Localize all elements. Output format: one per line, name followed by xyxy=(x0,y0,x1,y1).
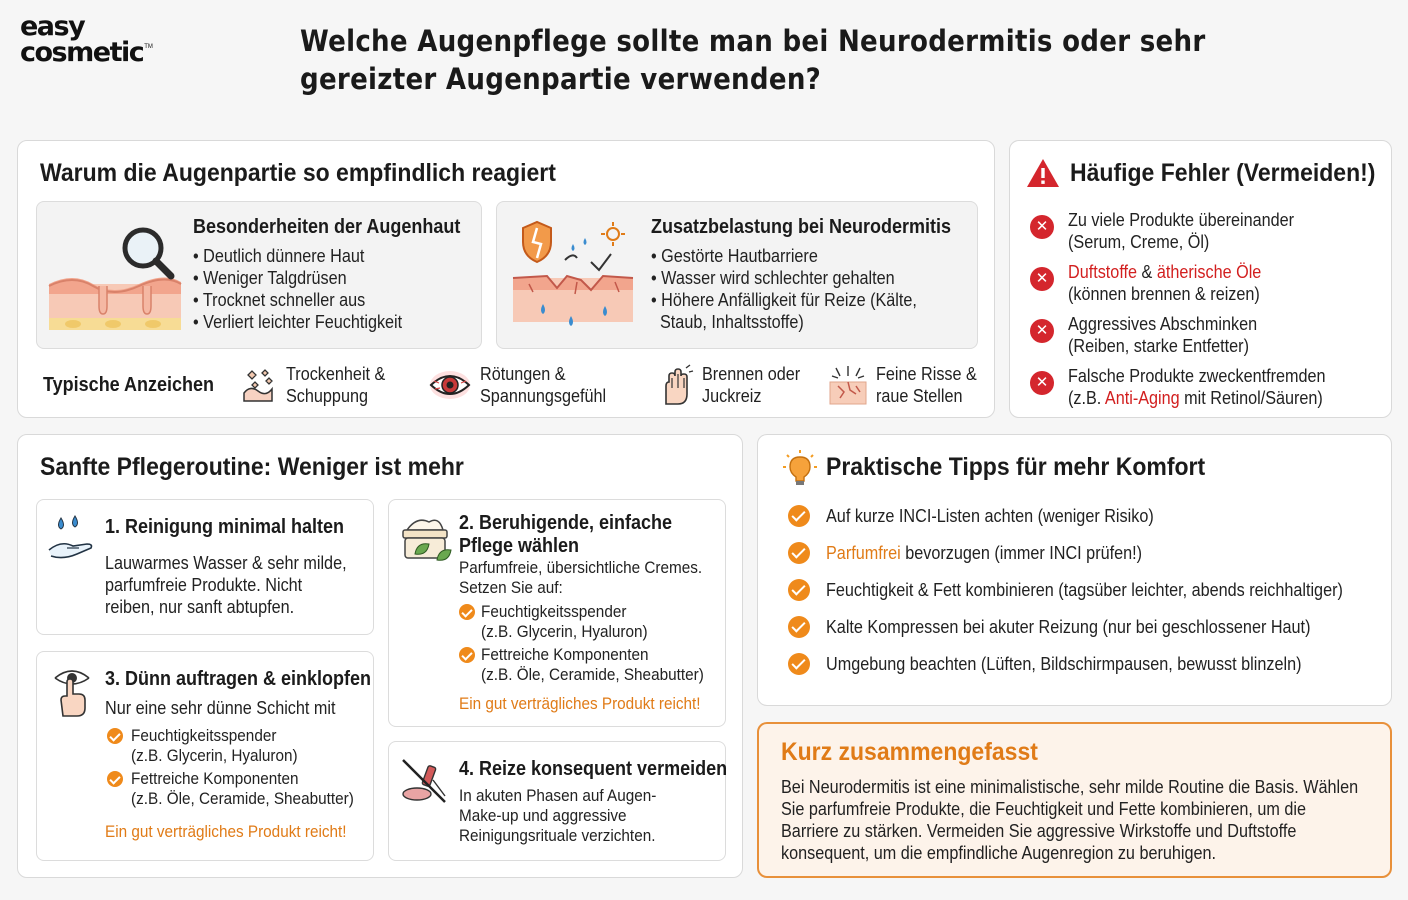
sign-dryness-line1: Trockenheit & xyxy=(286,364,386,384)
logo xyxy=(20,11,153,68)
warning-icon xyxy=(1026,157,1060,189)
logo-tm: TM xyxy=(144,44,153,50)
dry-flakes-icon xyxy=(238,365,278,405)
step-2-note: Ein gut verträgliches Produkt reicht! xyxy=(459,694,701,713)
sign-cracks-line1: Feine Risse & xyxy=(876,364,977,384)
neuro-item: • Wasser wird schlechter gehalten xyxy=(651,268,895,288)
title-line2: gereizter Augenpartie verwenden? xyxy=(300,62,822,96)
practical-tips-card xyxy=(757,434,1392,706)
neuro-item: • Höhere Anfälligkeit für Reize (Kälte, xyxy=(651,290,917,310)
sign-dryness-line2: Schuppung xyxy=(286,386,368,406)
sign-redness-line1: Rötungen & xyxy=(480,364,566,384)
care-routine-card xyxy=(17,434,743,878)
step-3-card: 3. Dünn auftragen & einklopfen Nur eine sehr dünne Schicht mit Feuchtigkeitsspender (z.B. Glycerin, Hyaluron) Fettreiche Komponenten (z.B. Öle, Ceramide, Sheabutter) Ein gut verträgliches Produkt reicht! xyxy=(36,651,374,861)
cracked-skin-icon xyxy=(828,364,868,406)
neuro-item: Staub, Inhaltsstoffe) xyxy=(651,312,804,332)
x-circle-icon: ✕ xyxy=(1030,371,1054,395)
tapping-finger-icon xyxy=(49,664,95,718)
check-icon xyxy=(788,542,810,564)
step-2-card: 2. Beruhigende, einfache Pflege wählen Parfumfreie, übersichtliche Cremes. Setzen Sie auf: Feuchtigkeitsspender (z.B. Glycerin, Hyaluron) Fettreiche Komponenten (z.B. Öle, Ceramide, Sheabutter) Ein gut verträgliches Produkt reicht! xyxy=(388,499,726,727)
neuro-strain-heading: Zusatzbelastung bei Neurodermitis xyxy=(651,216,952,238)
cream-jar-icon xyxy=(399,514,453,566)
check-icon xyxy=(788,505,810,527)
sign-redness-line2: Spannungsgefühl xyxy=(480,386,607,406)
step-1-card: 1. Reinigung minimal halten Lauwarmes Wasser & sehr milde, parfumfreie Produkte. Nicht reiben, nur sanft abtupfen. xyxy=(36,499,374,635)
sign-cracks xyxy=(828,363,988,407)
x-circle-icon: ✕ xyxy=(1030,319,1054,343)
tip-item: Feuchtigkeit & Fett kombinieren (tagsüber leichter, abends reichhaltiger) xyxy=(788,579,1400,601)
logo-line1: easy xyxy=(20,11,85,42)
why-heading: Warum die Augenpartie so empfindlich reagiert xyxy=(40,159,556,187)
tips-heading: Praktische Tipps für mehr Komfort xyxy=(826,453,1206,481)
check-icon xyxy=(107,771,123,787)
check-icon xyxy=(788,616,810,638)
step-4-title: 4. Reize konsequent vermeiden xyxy=(459,758,728,780)
red-eye-icon xyxy=(428,365,472,405)
summary-card: Kurz zusammengefasst Bei Neurodermitis ist eine minimalistische, sehr milde Routine die Basis. Wählen Sie parfumfreie Produkte, die Feuchtigkeit und Fette kombinieren, um die Barriere zu stärken. Vermeiden Sie aggressive Wirkstoffe und Duftstoffe konsequent, um die empfindliche Augenregion zu beruhigen. xyxy=(757,722,1392,878)
title-line1: Welche Augenpflege sollte man bei Neurodermitis oder sehr xyxy=(300,24,1206,58)
neurodermitis-strain-card xyxy=(496,201,978,349)
x-circle-icon: ✕ xyxy=(1030,267,1054,291)
step-2-title-line2: Pflege wählen xyxy=(459,535,580,557)
step-2-title-line1: 2. Beruhigende, einfache xyxy=(459,512,673,534)
mistake-item: ✕ Duftstoffe & ätherische Öle (können brennen & reizen) xyxy=(1030,261,1283,305)
common-mistakes-card xyxy=(1009,140,1392,418)
tip-item: Parfumfrei bevorzugen (immer INCI prüfen!) xyxy=(788,542,1177,564)
check-icon xyxy=(788,579,810,601)
mistakes-heading: Häufige Fehler (Vermeiden!) xyxy=(1070,159,1376,187)
typical-signs-label: Typische Anzeichen xyxy=(43,374,215,396)
no-makeup-icon xyxy=(399,756,449,804)
skin-item: • Weniger Talgdrüsen xyxy=(193,268,347,288)
sign-burning-line1: Brennen oder xyxy=(702,364,801,384)
sign-dryness xyxy=(238,363,396,407)
tip-item: Umgebung beachten (Lüften, Bildschirmpausen, bewusst blinzeln) xyxy=(788,653,1354,675)
routine-heading: Sanfte Pflegeroutine: Weniger ist mehr xyxy=(40,453,464,481)
skin-features-heading: Besonderheiten der Augenhaut xyxy=(193,216,461,238)
logo-line2: cosmetic xyxy=(20,37,144,68)
check-icon xyxy=(107,728,123,744)
sign-redness xyxy=(428,363,620,407)
skin-features-card xyxy=(36,201,482,349)
scratching-hand-icon xyxy=(658,364,694,406)
tip-item: Auf kurze INCI-Listen achten (weniger Risiko) xyxy=(788,505,1190,527)
sign-cracks-line2: raue Stellen xyxy=(876,386,963,406)
step-4-card: 4. Reize konsequent vermeiden In akuten Phasen auf Augen- Make-up und aggressive Reinigungsrituale verzichten. xyxy=(388,741,726,861)
why-sensitive-card xyxy=(17,140,995,418)
step-3-note: Ein gut verträgliches Produkt reicht! xyxy=(105,822,347,841)
sign-burning xyxy=(658,363,811,407)
mistake-item: ✕ Aggressives Abschminken (Reiben, starke Entfetter) xyxy=(1030,313,1278,357)
tip-item: Kalte Kompressen bei akuter Reizung (nur bei geschlossener Haut) xyxy=(788,616,1364,638)
skin-item: • Deutlich dünnere Haut xyxy=(193,246,365,266)
step-1-title: 1. Reinigung minimal halten xyxy=(105,516,345,538)
lightbulb-icon xyxy=(782,449,818,487)
summary-heading: Kurz zusammengefasst xyxy=(781,738,1038,766)
check-icon xyxy=(459,647,475,663)
water-hand-icon xyxy=(47,514,97,562)
neuro-item: • Gestörte Hautbarriere xyxy=(651,246,818,266)
step-3-title: 3. Dünn auftragen & einklopfen xyxy=(105,668,372,690)
damaged-barrier-icon xyxy=(507,218,637,336)
mistake-item: ✕ Falsche Produkte zweckentfremden (z.B. Anti-Aging mit Retinol/Säuren) xyxy=(1030,365,1354,409)
skin-item: • Trocknet schneller aus xyxy=(193,290,366,310)
page-title xyxy=(300,22,1306,98)
check-icon xyxy=(459,604,475,620)
skin-magnifier-icon xyxy=(43,224,193,334)
sign-burning-line2: Juckreiz xyxy=(702,386,762,406)
skin-item: • Verliert leichter Feuchtigkeit xyxy=(193,312,403,332)
x-circle-icon: ✕ xyxy=(1030,215,1054,239)
check-icon xyxy=(788,653,810,675)
mistake-item: ✕ Zu viele Produkte übereinander (Serum, Creme, Öl) xyxy=(1030,209,1319,253)
